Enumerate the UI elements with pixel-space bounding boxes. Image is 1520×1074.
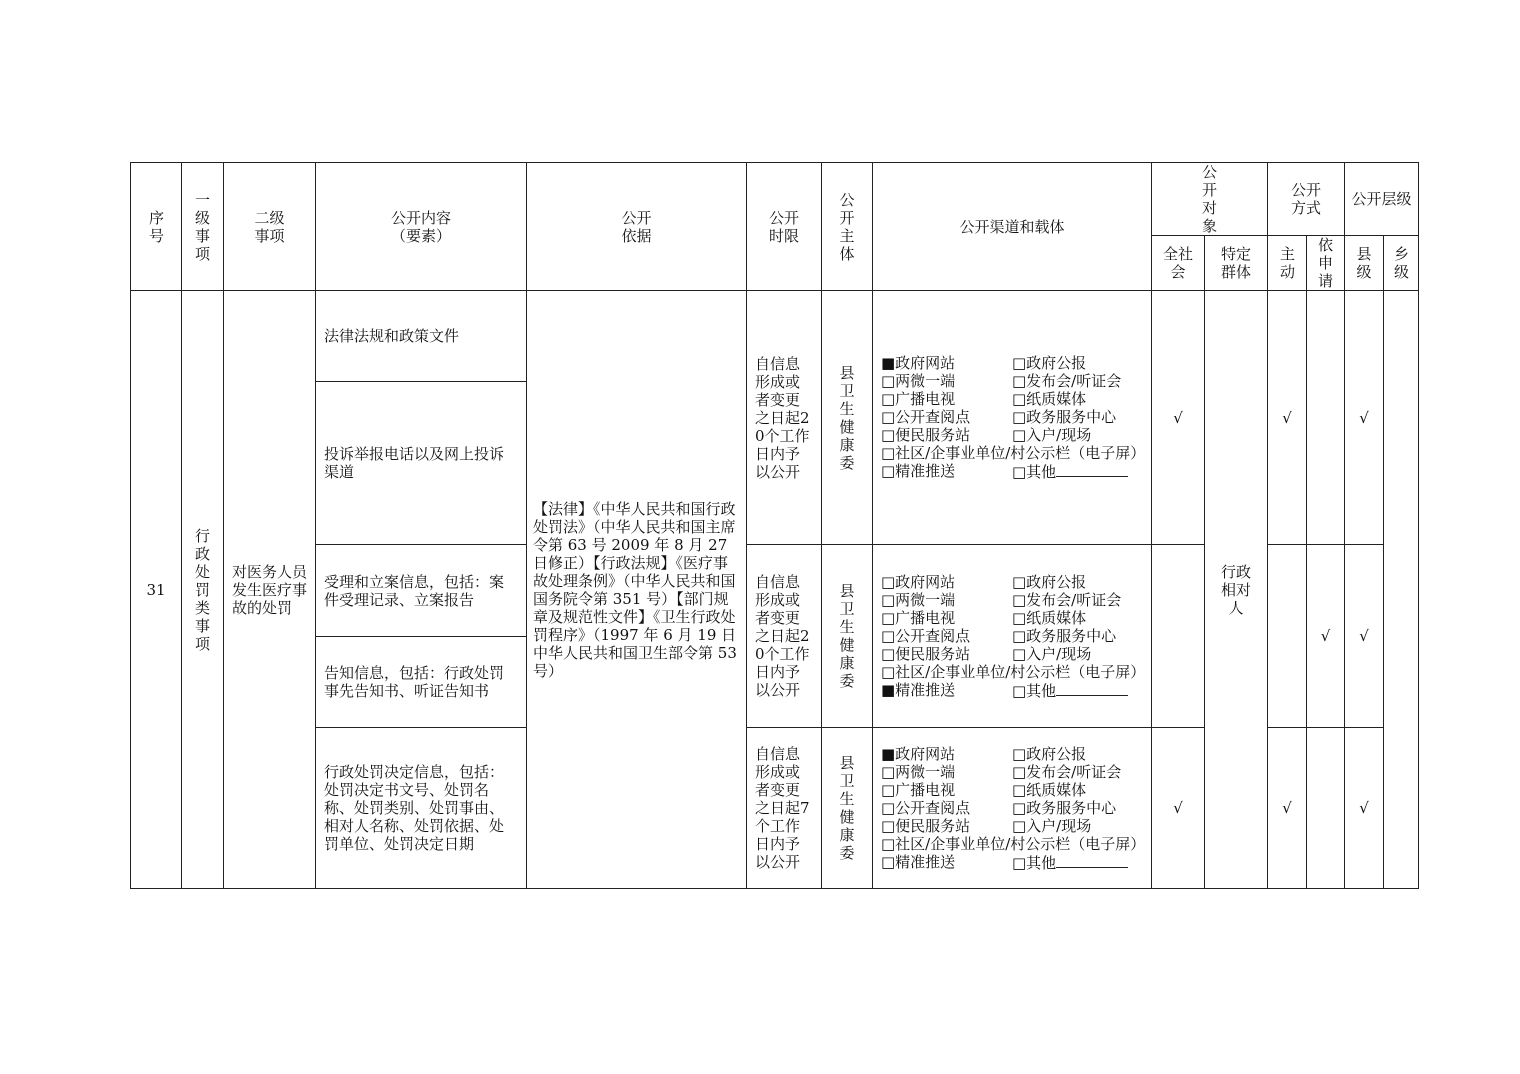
check-county: √ <box>1345 728 1384 889</box>
header-mode-request: 依申请 <box>1307 236 1345 291</box>
disclosure-table <box>130 162 1419 889</box>
blank-underline <box>1056 853 1128 868</box>
channel-item: □广播电视 <box>881 608 956 627</box>
channel-item: □纸质媒体 <box>1012 390 1087 408</box>
header-mode: 公开方式 <box>1268 163 1345 236</box>
channel-item: □政府公报 <box>1012 744 1087 763</box>
group-period: 自信息形成或者变更之日起7个工作日内予以公开 <box>747 728 822 889</box>
header-channel: 公开渠道和载体 <box>873 163 1152 291</box>
header-level1: 一级事项 <box>182 163 224 291</box>
channel-item: □公开查阅点 <box>881 626 971 645</box>
channel-item: □入户/现场 <box>1012 426 1092 444</box>
channel-list <box>873 545 1152 728</box>
content-item: 告知信息，包括：行政处罚事先告知书、听证告知书 <box>316 637 527 728</box>
header-target-specific: 特定群体 <box>1205 236 1268 291</box>
channel-item: □广播电视 <box>881 780 956 799</box>
header-mode-active: 主动 <box>1268 236 1307 291</box>
header-level: 公开层级 <box>1345 163 1419 236</box>
blank-underline <box>1056 462 1128 477</box>
content-item: 行政处罚决定信息，包括：处罚决定书文号、处罚名称、处罚类别、处罚事由、相对人名称、处罚依据、处罚单位、处罚决定日期 <box>316 728 527 889</box>
check-request: √ <box>1307 545 1345 728</box>
channel-item: □公开查阅点 <box>881 408 971 426</box>
group-subject: 县卫生健康委 <box>822 728 873 889</box>
check-county: √ <box>1345 545 1384 728</box>
channel-item: ■精准推送 <box>881 680 956 699</box>
channel-item: □政务服务中心 <box>1012 408 1117 426</box>
channel-item: ■政府网站 <box>881 744 956 763</box>
channel-item: □精准推送 <box>881 462 956 480</box>
row-basis: 【法律】《中华人民共和国行政处罚法》（中华人民共和国主席令第 63 号 2009 年 8 月 27 日修正）【行政法规】《医疗事故处理条例》（中华人民共和国国务院令第 351 号）【部门规章及规范性文件】《卫生行政处罚程序》（1997 年 6 月 19 日中华人民共和国卫生部令第 53 号） <box>527 291 747 889</box>
group-subject: 县卫生健康委 <box>822 291 873 545</box>
channel-item: □社区/企事业单位/村公示栏（电子屏） <box>881 662 1146 681</box>
channel-item: □纸质媒体 <box>1012 608 1087 627</box>
channel-item: □便民服务站 <box>881 426 971 444</box>
row-level1: 行政处罚类事项 <box>182 291 224 889</box>
group-period: 自信息形成或者变更之日起20个工作日内予以公开 <box>747 291 822 545</box>
channel-item: □便民服务站 <box>881 644 971 663</box>
check-active: √ <box>1268 291 1307 545</box>
check-all-society <box>1152 545 1205 728</box>
channel-item: □两微一端 <box>881 590 956 609</box>
header-subject: 公开主体 <box>822 163 873 291</box>
channel-item-other: □其他 <box>1012 853 1143 872</box>
channel-item: □政务服务中心 <box>1012 626 1117 645</box>
channel-item-other: □其他 <box>1012 462 1143 481</box>
channel-list <box>873 728 1152 889</box>
specific-group: 行政相对人 <box>1205 291 1268 889</box>
check-town <box>1384 291 1419 889</box>
row-level2: 对医务人员发生医疗事故的处罚 <box>224 291 316 889</box>
channel-item: □精准推送 <box>881 852 956 871</box>
channel-item: □入户/现场 <box>1012 816 1092 835</box>
channel-item: □入户/现场 <box>1012 644 1092 663</box>
channel-list <box>873 291 1152 545</box>
content-item: 受理和立案信息，包括：案件受理记录、立案报告 <box>316 545 527 637</box>
check-active: √ <box>1268 728 1307 889</box>
channel-item: □政务服务中心 <box>1012 798 1117 817</box>
check-county: √ <box>1345 291 1384 545</box>
group-subject: 县卫生健康委 <box>822 545 873 728</box>
channel-item: □政府公报 <box>1012 572 1087 591</box>
check-request <box>1307 291 1345 545</box>
check-request <box>1307 728 1345 889</box>
check-all-society: √ <box>1152 291 1205 545</box>
header-seq: 序号 <box>131 163 182 291</box>
channel-item: □两微一端 <box>881 372 956 390</box>
check-all-society: √ <box>1152 728 1205 889</box>
header-content: 公开内容（要素） <box>316 163 527 291</box>
channel-item: □两微一端 <box>881 762 956 781</box>
blank-underline <box>1056 681 1128 696</box>
channel-item: □广播电视 <box>881 390 956 408</box>
content-item: 法律法规和政策文件 <box>316 291 527 382</box>
row-seq: 31 <box>131 291 182 889</box>
header-basis: 公开依据 <box>527 163 747 291</box>
channel-item: □社区/企事业单位/村公示栏（电子屏） <box>881 444 1146 462</box>
header-target: 公开对象 <box>1152 163 1268 236</box>
header-level2: 二级事项 <box>224 163 316 291</box>
header-level-town: 乡级 <box>1384 236 1419 291</box>
channel-item: ■政府网站 <box>881 354 956 372</box>
channel-item: □政府公报 <box>1012 354 1087 372</box>
channel-item-other: □其他 <box>1012 681 1143 700</box>
group-period: 自信息形成或者变更之日起20个工作日内予以公开 <box>747 545 822 728</box>
channel-item: □发布会/听证会 <box>1012 372 1122 390</box>
channel-item: □便民服务站 <box>881 816 971 835</box>
channel-item: □政府网站 <box>881 572 956 591</box>
channel-item: □纸质媒体 <box>1012 780 1087 799</box>
header-level-county: 县级 <box>1345 236 1384 291</box>
channel-item: □社区/企事业单位/村公示栏（电子屏） <box>881 834 1146 853</box>
check-active <box>1268 545 1307 728</box>
channel-item: □发布会/听证会 <box>1012 590 1122 609</box>
channel-item: □公开查阅点 <box>881 798 971 817</box>
channel-item: □发布会/听证会 <box>1012 762 1122 781</box>
header-target-all: 全社会 <box>1152 236 1205 291</box>
content-item: 投诉举报电话以及网上投诉渠道 <box>316 382 527 545</box>
header-period: 公开时限 <box>747 163 822 291</box>
